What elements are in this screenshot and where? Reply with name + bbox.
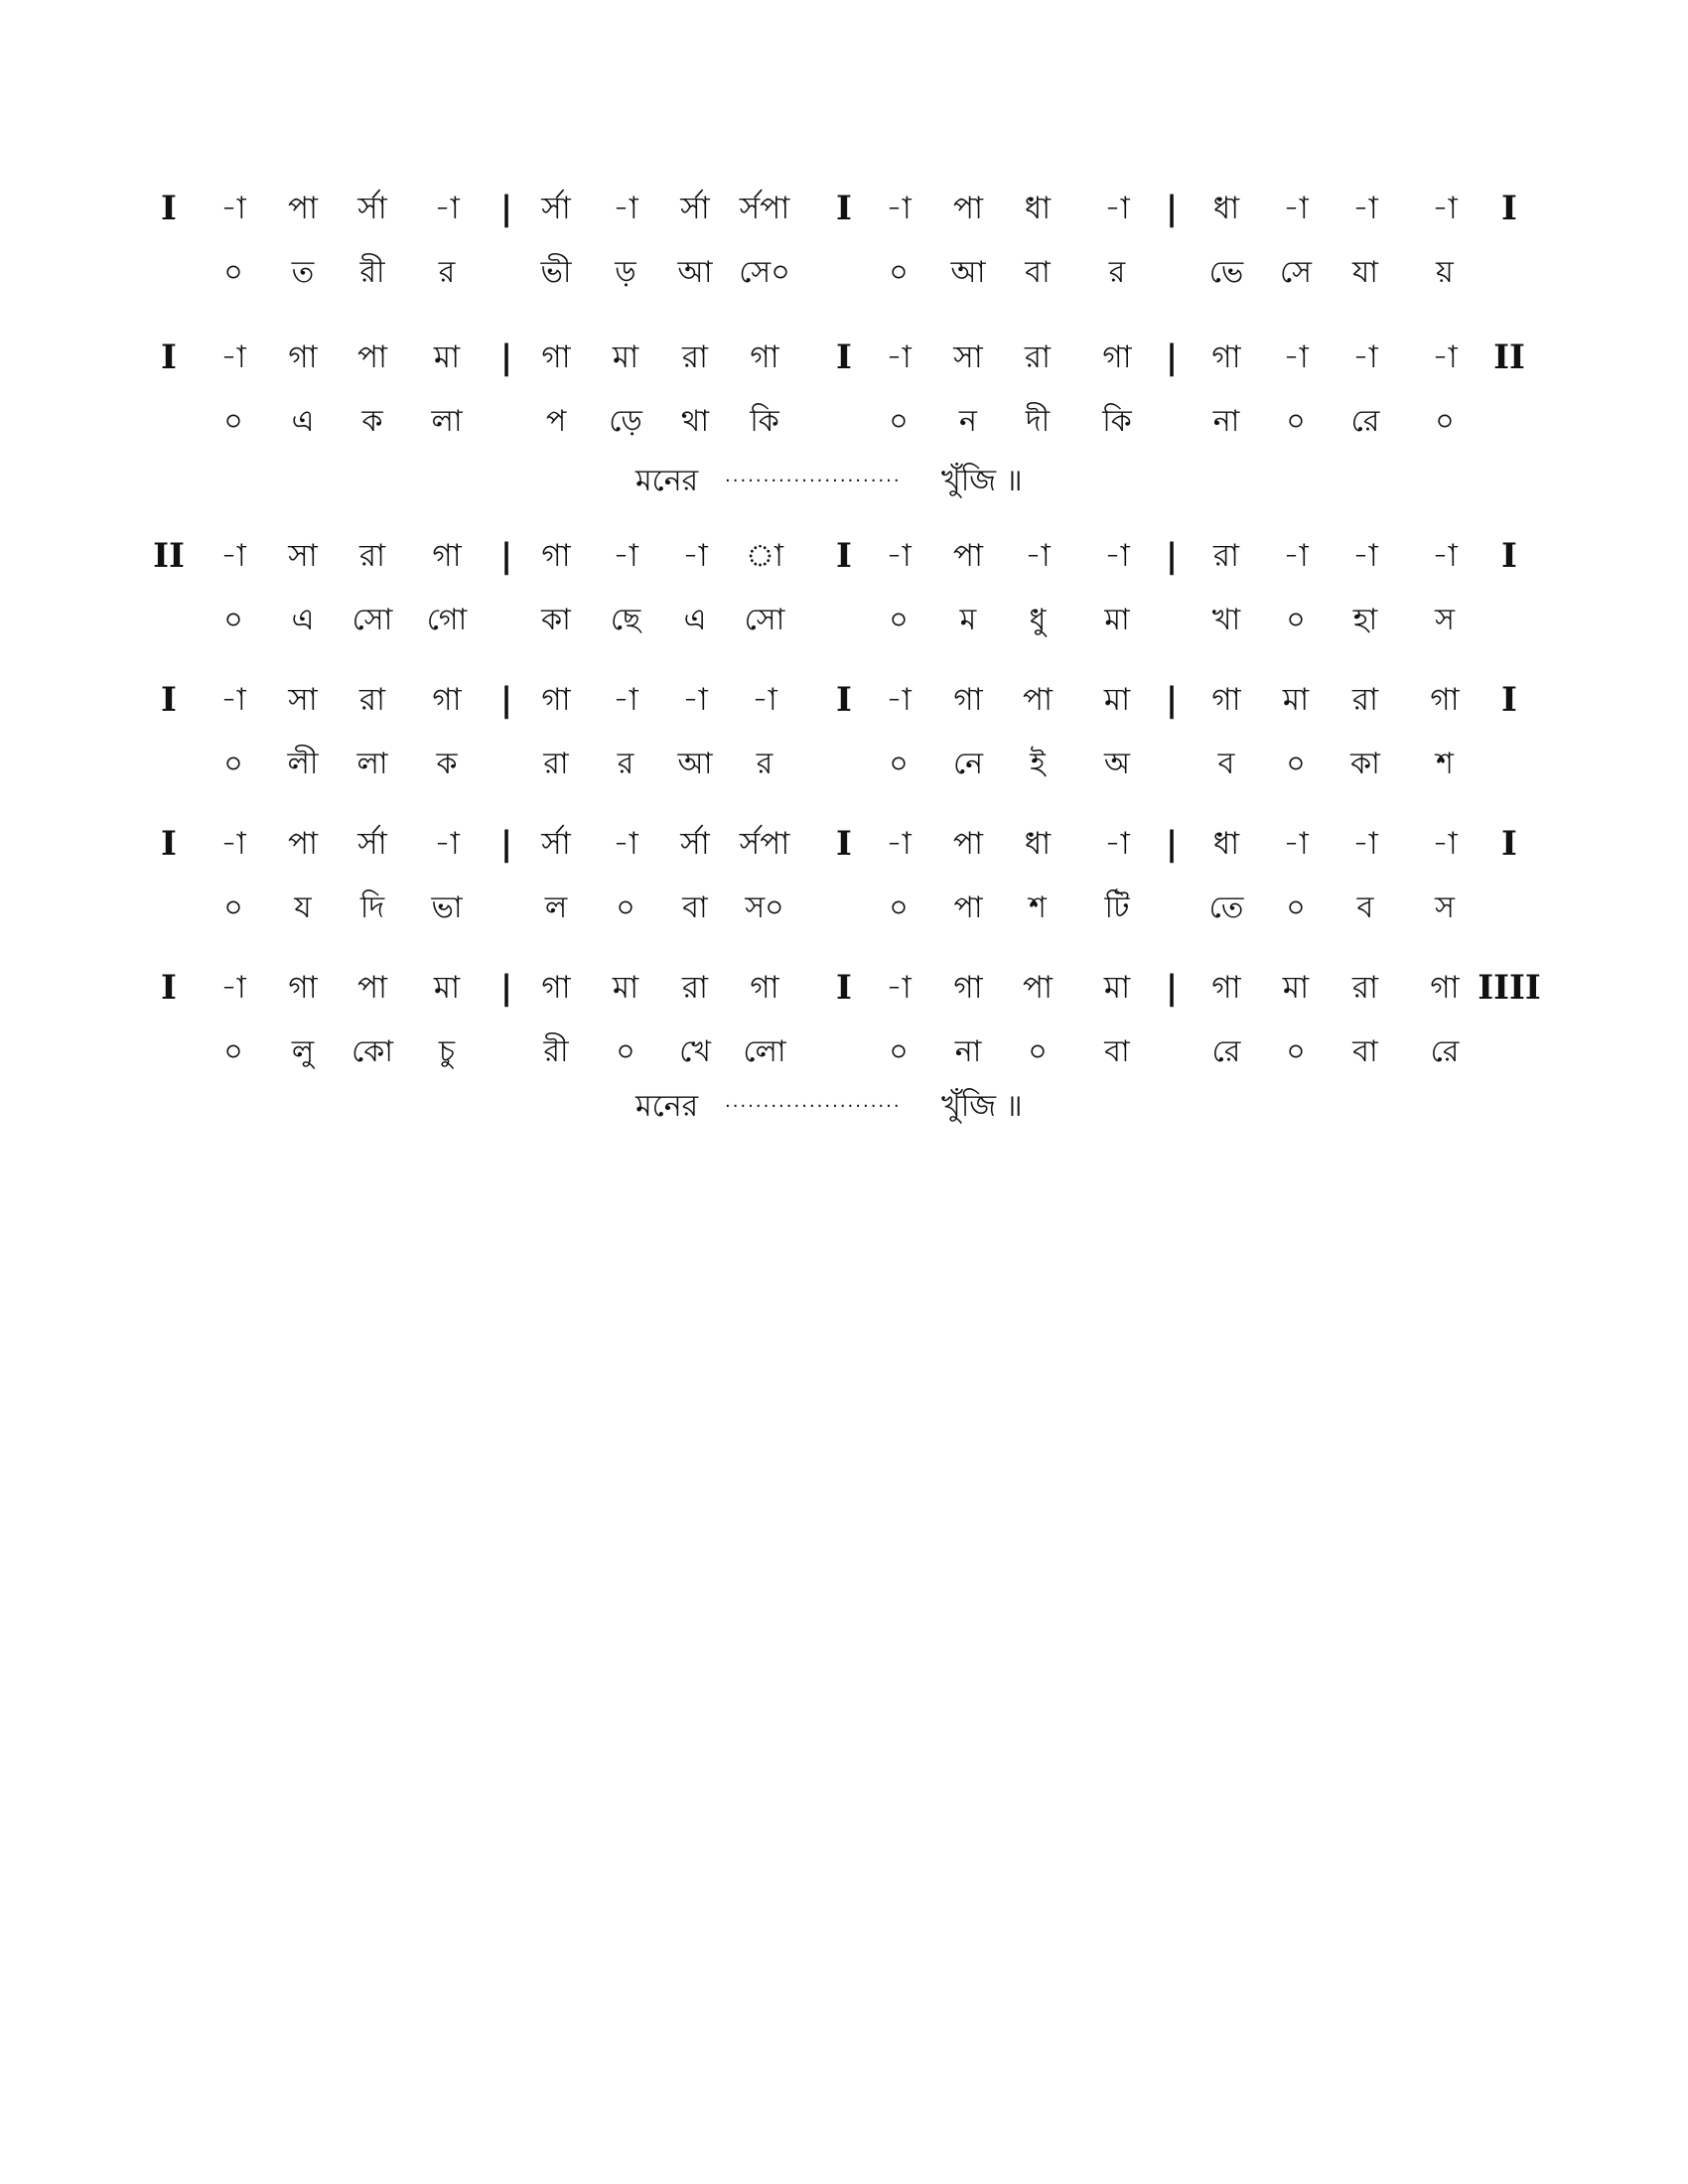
note-cell: -া — [220, 970, 246, 1006]
lyric-syllable: কা — [541, 603, 571, 637]
refrain-start: মনের — [635, 1089, 699, 1124]
lyric-syllable: ০ — [1286, 747, 1306, 781]
note-cell: পা — [356, 970, 388, 1006]
bar-line: | — [499, 968, 513, 1008]
note-cell: মা — [1103, 970, 1131, 1006]
note-cell: গা — [1211, 970, 1241, 1006]
note-cell: গা — [541, 970, 571, 1006]
bar-line: I — [1501, 824, 1517, 864]
lyric-line — [0, 879, 1688, 938]
lyric-syllable: লু — [291, 1034, 315, 1069]
lyric-syllable: ০ — [889, 255, 909, 290]
bar-line: | — [1165, 536, 1179, 576]
note-cell: -া — [1352, 538, 1378, 574]
refrain-start: মনের — [635, 464, 699, 498]
note-cell: -া — [1025, 538, 1051, 574]
lyric-syllable: ছে — [610, 603, 641, 637]
note-cell: গা — [750, 970, 779, 1006]
lyric-syllable: রে — [1211, 1034, 1241, 1069]
note-cell: গা — [1430, 970, 1460, 1006]
note-cell: গা — [541, 538, 571, 574]
lyric-syllable: থা — [680, 404, 710, 439]
note-cell: র্সা — [680, 191, 710, 226]
bar-line: | — [499, 189, 513, 228]
note-cell: গা — [288, 970, 318, 1006]
refrain-line — [0, 1082, 1688, 1132]
lyric-syllable: ০ — [889, 404, 909, 439]
lyric-syllable: গো — [426, 603, 468, 637]
lyric-syllable: এ — [683, 603, 707, 637]
lyric-syllable: শ — [1029, 890, 1047, 925]
lyric-syllable: রা — [543, 747, 569, 781]
note-cell: পা — [1022, 682, 1054, 718]
lyric-syllable: খে — [679, 1034, 711, 1069]
note-cell: গা — [541, 682, 571, 718]
bar-line: | — [1165, 189, 1179, 228]
note-cell: -া — [752, 682, 777, 718]
note-cell: -া — [886, 191, 912, 226]
lyric-syllable: ল — [544, 890, 568, 925]
lyric-syllable: ০ — [616, 890, 635, 925]
lyric-syllable: স — [1435, 603, 1455, 637]
note-cell: গা — [288, 340, 318, 375]
bar-line: I — [161, 189, 177, 228]
lyric-syllable: র — [1108, 255, 1126, 290]
note-cell: -া — [1283, 826, 1309, 862]
note-cell: -া — [682, 682, 708, 718]
refrain-line — [0, 457, 1688, 506]
lyric-syllable: কা — [1350, 747, 1380, 781]
lyric-syllable: আ — [677, 747, 713, 781]
note-cell: পা — [287, 826, 319, 862]
note-cell: -া — [613, 191, 638, 226]
note-cell: ধা — [1212, 826, 1240, 862]
lyric-syllable: ০ — [223, 1034, 243, 1069]
bar-line: I — [1501, 189, 1517, 228]
lyric-syllable: ধু — [1029, 603, 1047, 637]
lyric-syllable: ম — [959, 603, 977, 637]
note-cell: -া — [1104, 826, 1130, 862]
refrain-end: খুঁজি ॥ — [941, 464, 1023, 498]
notation-line — [0, 179, 1688, 238]
bar-line: I — [1501, 680, 1517, 720]
lyric-line — [0, 243, 1688, 303]
lyric-syllable: লা — [431, 404, 463, 439]
note-cell: সা — [288, 682, 318, 718]
lyric-syllable: না — [1212, 404, 1240, 439]
note-cell: -া — [1432, 191, 1458, 226]
bar-line: I — [161, 824, 177, 864]
bar-line: | — [499, 338, 513, 377]
note-cell: মা — [433, 970, 461, 1006]
lyric-line — [0, 1023, 1688, 1082]
note-cell: রা — [1351, 682, 1379, 718]
bar-line: I — [836, 189, 852, 228]
lyric-syllable: বা — [682, 890, 708, 925]
note-cell: -া — [886, 826, 912, 862]
lyric-syllable: প — [545, 404, 567, 439]
note-cell: মা — [1282, 970, 1310, 1006]
lyric-syllable: দি — [359, 890, 385, 925]
lyric-syllable: ভে — [1208, 255, 1244, 290]
note-cell: পা — [1022, 970, 1054, 1006]
notation-line — [0, 958, 1688, 1018]
refrain-dots: ······················· — [725, 471, 902, 491]
lyric-syllable: য — [294, 890, 312, 925]
lyric-syllable: দী — [1025, 404, 1051, 439]
lyric-syllable: লা — [356, 747, 388, 781]
note-cell: -া — [1283, 340, 1309, 375]
lyric-syllable: ক — [436, 747, 458, 781]
note-cell: -া — [1352, 340, 1378, 375]
note-cell: র্সপা — [739, 826, 790, 862]
bar-line: I — [161, 968, 177, 1008]
lyric-syllable: ব — [1217, 747, 1235, 781]
lyric-syllable: রে — [1350, 404, 1380, 439]
bar-line: | — [499, 824, 513, 864]
note-cell: া — [745, 538, 783, 574]
notation-line — [0, 328, 1688, 387]
note-cell: -া — [434, 191, 460, 226]
bar-line: I — [836, 824, 852, 864]
note-cell: রা — [358, 682, 386, 718]
note-cell: -া — [886, 970, 912, 1006]
lyric-syllable: সো — [352, 603, 393, 637]
lyric-syllable: এ — [291, 404, 315, 439]
note-cell: -া — [613, 538, 638, 574]
note-cell: মা — [612, 970, 639, 1006]
lyric-syllable: ড়ে — [609, 404, 642, 439]
bar-line: I — [836, 968, 852, 1008]
lyric-syllable: ০ — [889, 1034, 909, 1069]
bar-line: I — [161, 680, 177, 720]
note-cell: র্সা — [357, 191, 387, 226]
lyric-syllable: ন — [959, 404, 977, 439]
lyric-syllable: কো — [352, 1034, 393, 1069]
lyric-syllable: র — [617, 747, 634, 781]
note-cell: -া — [1104, 191, 1130, 226]
note-cell: -া — [886, 340, 912, 375]
note-cell: র্সা — [541, 191, 571, 226]
lyric-syllable: মা — [1104, 603, 1130, 637]
lyric-syllable: ০ — [223, 404, 243, 439]
bar-line: I — [161, 338, 177, 377]
note-cell: -া — [886, 682, 912, 718]
lyric-syllable: ত — [291, 255, 315, 290]
note-cell: রা — [681, 970, 709, 1006]
note-cell: রা — [1351, 970, 1379, 1006]
note-cell: -া — [886, 538, 912, 574]
lyric-syllable: পা — [953, 890, 983, 925]
note-cell: -া — [1432, 340, 1458, 375]
note-cell: গা — [541, 340, 571, 375]
bar-line: I — [836, 680, 852, 720]
note-cell: -া — [1432, 826, 1458, 862]
lyric-syllable: য় — [1436, 255, 1454, 290]
notation-line — [0, 814, 1688, 874]
lyric-syllable: স০ — [745, 890, 784, 925]
note-cell: -া — [1432, 538, 1458, 574]
lyric-syllable: হা — [1352, 603, 1378, 637]
lyric-syllable: ০ — [223, 747, 243, 781]
lyric-syllable: ০ — [223, 890, 243, 925]
lyric-syllable: কি — [750, 404, 779, 439]
note-cell: গা — [953, 970, 983, 1006]
note-cell: পা — [952, 191, 984, 226]
note-cell: -া — [613, 826, 638, 862]
note-cell: -া — [1283, 538, 1309, 574]
note-cell: র্সপা — [739, 191, 790, 226]
note-cell: গা — [432, 682, 462, 718]
lyric-syllable: আ — [677, 255, 713, 290]
notation-line — [0, 670, 1688, 730]
lyric-syllable: ভা — [431, 890, 463, 925]
lyric-syllable: সো — [744, 603, 785, 637]
lyric-syllable: ক — [361, 404, 383, 439]
note-cell: -া — [220, 538, 246, 574]
bar-line: | — [1165, 824, 1179, 864]
note-cell: পা — [287, 191, 319, 226]
note-cell: মা — [1103, 682, 1131, 718]
note-cell: গা — [750, 340, 779, 375]
note-cell: পা — [952, 538, 984, 574]
note-cell: -া — [613, 682, 638, 718]
note-cell: মা — [612, 340, 639, 375]
lyric-syllable: না — [954, 1034, 982, 1069]
note-cell: সা — [953, 340, 983, 375]
lyric-syllable: ০ — [1286, 404, 1306, 439]
note-cell: গা — [1102, 340, 1132, 375]
lyric-line — [0, 591, 1688, 650]
lyric-syllable: ০ — [889, 747, 909, 781]
lyric-syllable: নে — [952, 747, 984, 781]
lyric-syllable: চু — [438, 1034, 456, 1069]
bar-line: II — [153, 536, 185, 576]
refrain-end: খুঁজি ॥ — [941, 1089, 1023, 1124]
note-cell: পা — [356, 340, 388, 375]
note-cell: গা — [432, 538, 462, 574]
lyric-syllable: সে০ — [739, 255, 790, 290]
note-cell: রা — [358, 538, 386, 574]
lyric-syllable: যা — [1352, 255, 1378, 290]
note-cell: ধা — [1024, 191, 1052, 226]
note-cell: র্সা — [541, 826, 571, 862]
note-cell: ধা — [1212, 191, 1240, 226]
note-cell: পা — [952, 826, 984, 862]
lyric-syllable: টি — [1104, 890, 1130, 925]
note-cell: গা — [953, 682, 983, 718]
bar-line: | — [1165, 680, 1179, 720]
bar-line: | — [1165, 338, 1179, 377]
lyric-syllable: ভী — [540, 255, 572, 290]
bar-line: I — [836, 536, 852, 576]
note-cell: -া — [1283, 191, 1309, 226]
lyric-syllable: শ — [1436, 747, 1454, 781]
lyric-line — [0, 735, 1688, 794]
lyric-syllable: রী — [543, 1034, 569, 1069]
lyric-syllable: লো — [743, 1034, 786, 1069]
lyric-syllable: স — [1435, 890, 1455, 925]
lyric-syllable: ০ — [1286, 603, 1306, 637]
note-cell: রা — [1212, 538, 1240, 574]
lyric-line — [0, 392, 1688, 452]
bar-line: I — [1501, 536, 1517, 576]
lyric-syllable: বা — [1352, 1034, 1378, 1069]
note-cell: মা — [1282, 682, 1310, 718]
lyric-syllable: ব — [1356, 890, 1374, 925]
note-cell: -া — [220, 340, 246, 375]
note-cell: -া — [1352, 191, 1378, 226]
lyric-syllable: ০ — [889, 890, 909, 925]
lyric-syllable: খা — [1211, 603, 1241, 637]
note-cell: ধা — [1024, 826, 1052, 862]
note-cell: রা — [1024, 340, 1052, 375]
bar-line: | — [499, 680, 513, 720]
bar-line: II — [1493, 338, 1525, 377]
note-cell: মা — [433, 340, 461, 375]
notation-line — [0, 526, 1688, 586]
note-cell: -া — [220, 826, 246, 862]
lyric-syllable: এ — [291, 603, 315, 637]
note-cell: গা — [1211, 340, 1241, 375]
bar-line: | — [499, 536, 513, 576]
lyric-syllable: ০ — [889, 603, 909, 637]
refrain-dots: ······················· — [725, 1096, 902, 1117]
lyric-syllable: লী — [287, 747, 319, 781]
lyric-syllable: ০ — [223, 603, 243, 637]
note-cell: গা — [1430, 682, 1460, 718]
lyric-syllable: তে — [1208, 890, 1244, 925]
lyric-syllable: রে — [1430, 1034, 1460, 1069]
lyric-syllable: কি — [1102, 404, 1132, 439]
lyric-syllable: রী — [359, 255, 385, 290]
note-cell: -া — [1352, 826, 1378, 862]
note-cell: র্সা — [680, 826, 710, 862]
lyric-syllable: আ — [950, 255, 986, 290]
bar-line: | — [1165, 968, 1179, 1008]
lyric-syllable: ০ — [223, 255, 243, 290]
lyric-syllable: ০ — [1028, 1034, 1048, 1069]
lyric-syllable: ০ — [1286, 890, 1306, 925]
lyric-syllable: র — [756, 747, 774, 781]
lyric-syllable: ০ — [616, 1034, 635, 1069]
note-cell: -া — [1104, 538, 1130, 574]
lyric-syllable: ০ — [1435, 404, 1455, 439]
note-cell: গা — [1211, 682, 1241, 718]
note-cell: রা — [681, 340, 709, 375]
lyric-syllable: ই — [1030, 747, 1046, 781]
note-cell: র্সা — [357, 826, 387, 862]
note-cell: -া — [434, 826, 460, 862]
lyric-syllable: অ — [1104, 747, 1130, 781]
bar-line: I — [836, 338, 852, 377]
note-cell: সা — [288, 538, 318, 574]
note-cell: -া — [220, 682, 246, 718]
bar-line: IIII — [1477, 968, 1541, 1008]
lyric-syllable: বা — [1025, 255, 1051, 290]
note-cell: -া — [682, 538, 708, 574]
lyric-syllable: ড় — [615, 255, 636, 290]
lyric-syllable: ০ — [1286, 1034, 1306, 1069]
lyric-syllable: বা — [1104, 1034, 1130, 1069]
lyric-syllable: র — [438, 255, 456, 290]
lyric-syllable: সে — [1280, 255, 1312, 290]
note-cell: -া — [220, 191, 246, 226]
